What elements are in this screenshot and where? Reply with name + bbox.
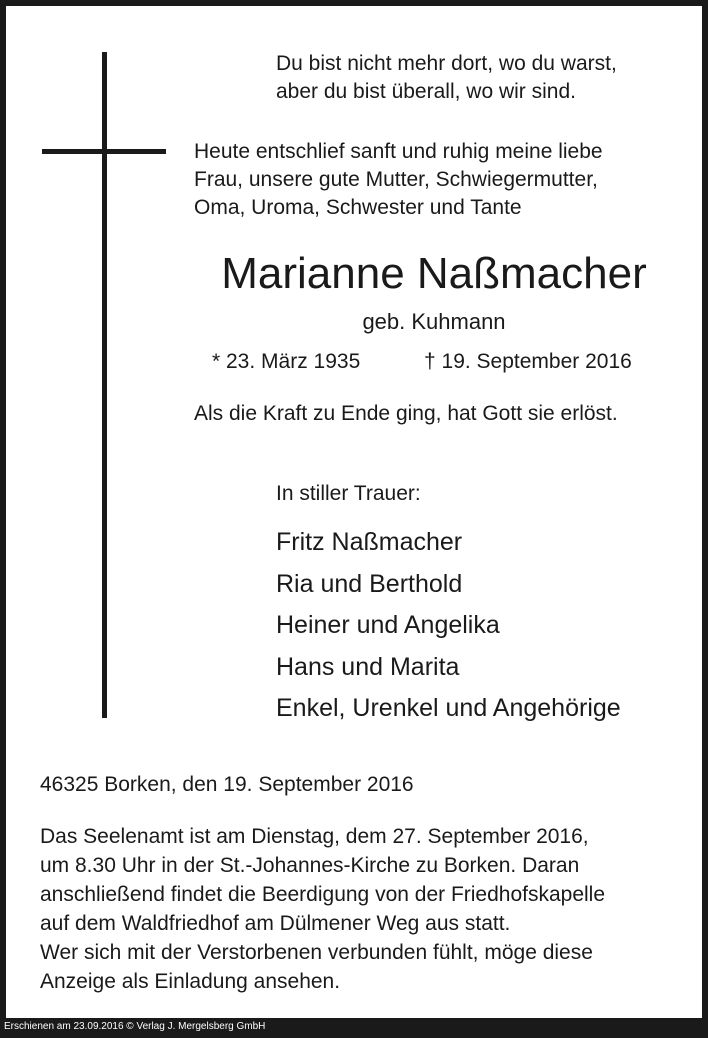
deceased-name: Marianne Naßmacher bbox=[221, 249, 647, 298]
place-date: 46325 Borken, den 19. September 2016 bbox=[40, 773, 414, 796]
intro-line: Heute entschlief sanft und ruhig meine liebe bbox=[194, 140, 603, 163]
intro-line: Oma, Uroma, Schwester und Tante bbox=[194, 196, 522, 219]
mourner-name: Hans und Marita bbox=[276, 652, 460, 681]
mourning-label: In stiller Trauer: bbox=[276, 482, 421, 505]
verse-line: Du bist nicht mehr dort, wo du warst, bbox=[276, 52, 617, 75]
death-date: † 19. September 2016 bbox=[424, 350, 632, 373]
mourner-name: Fritz Naßmacher bbox=[276, 528, 463, 556]
service-info bbox=[40, 822, 670, 938]
publication-footer: Erschienen am 23.09.2016 © Verlag J. Mergelsberg GmbH bbox=[4, 1021, 266, 1032]
quote: Als die Kraft zu Ende ging, hat Gott sie erlöst. bbox=[194, 402, 618, 425]
verse bbox=[276, 50, 617, 106]
service-line: Das Seelenamt ist am Dienstag, dem 27. September 2016, bbox=[40, 825, 589, 848]
birth-date: * 23. März 1935 bbox=[212, 350, 361, 373]
closing-line: Anzeige als Einladung ansehen. bbox=[40, 970, 341, 993]
intro-text bbox=[194, 138, 672, 222]
verse-line: aber du bist überall, wo wir sind. bbox=[276, 80, 576, 103]
intro-line: Frau, unsere gute Mutter, Schwiegermutter, bbox=[194, 168, 598, 191]
birth-name: geb. Kuhmann bbox=[362, 309, 506, 334]
closing-line: Wer sich mit der Verstorbenen verbunden fühlt, möge diese bbox=[40, 941, 593, 964]
service-line: um 8.30 Uhr in der St.-Johannes-Kirche zu Borken. Daran bbox=[40, 854, 580, 877]
mourner-name: Enkel, Urenkel und Angehörige bbox=[276, 694, 621, 722]
mourner-name: Ria und Berthold bbox=[276, 569, 463, 598]
obituary-notice bbox=[6, 6, 702, 1018]
closing-note bbox=[40, 938, 670, 996]
service-line: auf dem Waldfriedhof am Dülmener Weg aus statt. bbox=[40, 912, 511, 935]
mourner-name: Heiner und Angelika bbox=[276, 611, 500, 639]
cross-icon-horizontal-bar bbox=[42, 149, 166, 154]
mourners-list bbox=[276, 522, 621, 730]
service-line: anschließend findet die Beerdigung von der Friedhofskapelle bbox=[40, 883, 606, 906]
